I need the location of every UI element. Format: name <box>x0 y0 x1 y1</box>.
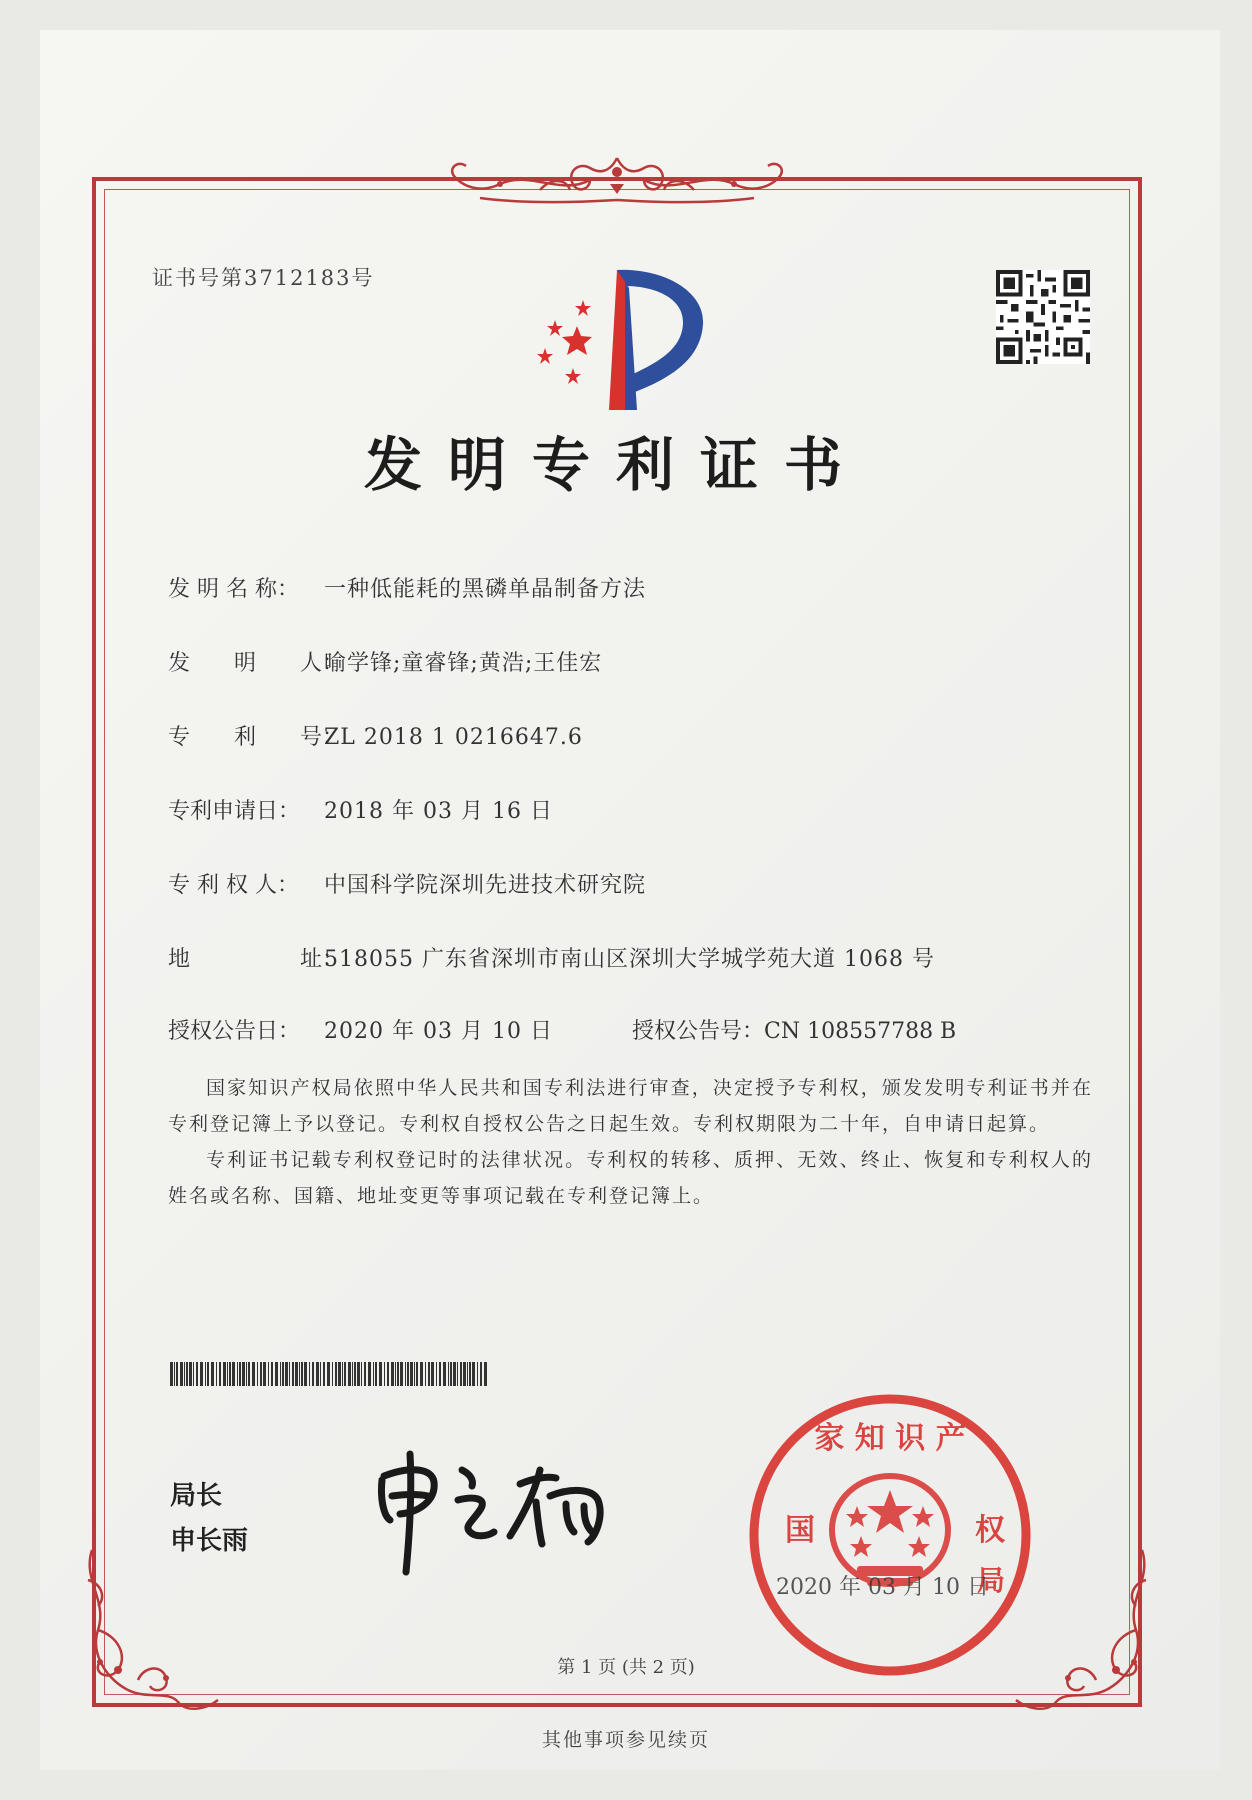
field-invention-name <box>168 572 646 603</box>
notice-paragraph: 专利证书记载专利权登记时的法律状况。专利权的转移、质押、无效、终止、恢复和专利权人的姓名或名称、国籍、地址变更等事项记载在专利登记簿上。 <box>168 1149 1093 1207</box>
field-label: 发 明 名 称： <box>168 577 299 602</box>
top-ornament-icon <box>440 150 794 208</box>
svg-text:家 知 识 产: 家 知 识 产 <box>814 1421 966 1456</box>
field-value: 2018 年 03 月 16 日 <box>324 799 553 824</box>
bottom-left-corner-ornament-icon <box>78 1540 228 1720</box>
field-label: 地 址： <box>168 947 345 972</box>
field-publication-number <box>632 1014 956 1045</box>
field-label: 专 利 号： <box>168 725 345 750</box>
field-value: 中国科学院深圳先进技术研究院 <box>324 873 647 898</box>
field-patentee <box>168 868 646 899</box>
qr-code-icon <box>996 270 1090 364</box>
field-value: 一种低能耗的黑磷单晶制备方法 <box>324 577 647 602</box>
svg-text:国: 国 <box>785 1513 815 1548</box>
director-signature-icon <box>370 1440 640 1580</box>
notice-paragraph: 国家知识产权局依照中华人民共和国专利法进行审查，决定授予专利权，颁发发明专利证书并在专利登记簿上予以登记。专利权自授权公告之日起生效。专利权期限为二十年，自申请日起算。 <box>168 1077 1093 1135</box>
director-name: 申长雨 <box>170 1526 249 1556</box>
field-value: 518055 广东省深圳市南山区深圳大学城学苑大道 1068 号 <box>324 947 935 972</box>
certificate-title: 发明专利证书 <box>363 431 868 499</box>
field-label: 发 明 人： <box>168 651 345 676</box>
field-value: CN 108557788 B <box>764 1019 957 1044</box>
field-label: 专利申请日： <box>168 799 301 824</box>
field-address <box>168 942 935 973</box>
footer-note: 其他事项参见续页 <box>541 1729 710 1751</box>
barcode-icon <box>170 1362 488 1386</box>
svg-text:权: 权 <box>975 1513 1005 1548</box>
field-value: ZL 2018 1 0216647.6 <box>324 725 583 750</box>
svg-text:局: 局 <box>977 1564 1006 1597</box>
field-label: 授权公告日： <box>168 1019 301 1044</box>
field-value: 喻学锋;童睿锋;黄浩;王佳宏 <box>324 651 603 676</box>
page-indicator: 第 1 页 (共 2 页) <box>557 1657 695 1678</box>
field-patent-number <box>168 720 583 751</box>
field-value: 2020 年 03 月 10 日 <box>324 1019 553 1044</box>
legal-notice <box>168 1070 1093 1214</box>
field-label: 授权公告号： <box>632 1019 765 1044</box>
seal-date: 2020 年 03 月 10 日 <box>776 1575 989 1600</box>
field-application-date <box>168 794 553 825</box>
field-inventors <box>168 646 602 677</box>
field-label: 专 利 权 人： <box>168 873 299 898</box>
cnipa-logo-icon <box>525 262 710 412</box>
field-grant-date <box>168 1014 553 1045</box>
official-seal-icon <box>745 1390 1035 1680</box>
certificate-number: 证书号第3712183号 <box>152 266 375 290</box>
director-title: 局长 <box>170 1481 223 1511</box>
